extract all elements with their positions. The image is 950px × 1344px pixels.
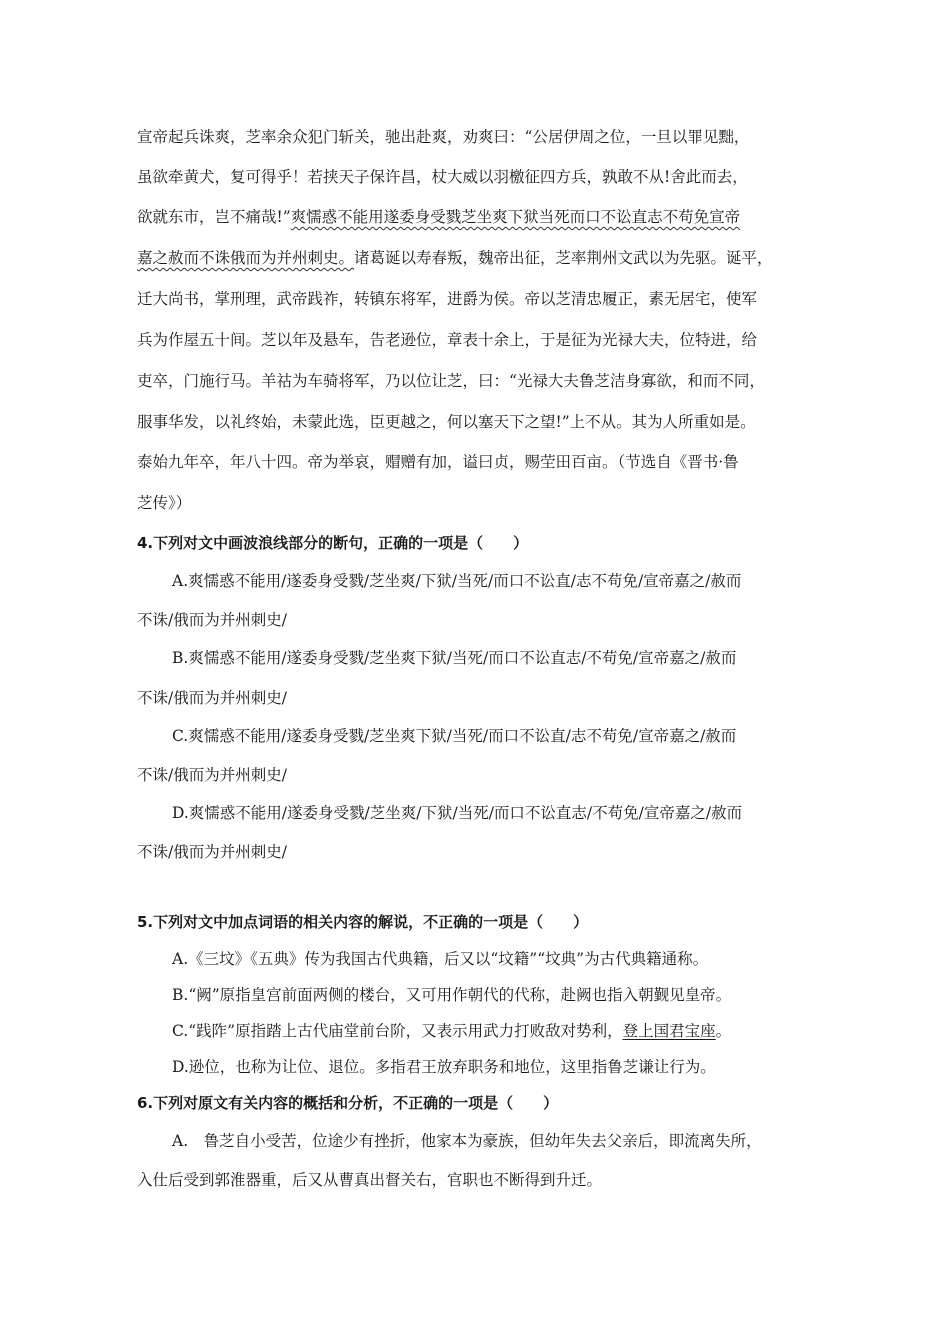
passage-text: 诸葛诞以寿春叛，魏帝出征，芝率荆州文武以为先驱。诞平， <box>354 249 773 267</box>
q4-option-d-cont: 不诛/俄而为并州刺史/ <box>137 843 287 861</box>
passage-line: 泰始九年卒，年八十四。帝为举哀，赗赠有加，谥曰贞，赐茔田百亩。（节选自《晋书·鲁 <box>137 453 739 471</box>
wavy-underlined-text: 爽懦惑不能用遂委身受戮芝坐爽下狱当死而口不讼直志不苟免宣帝 <box>290 208 741 226</box>
passage-line: 吏卒，门施行马。羊祜为车骑将军，乃以位让芝，曰：“光禄大夫鲁芝洁身寡欲，和而不同， <box>137 372 765 390</box>
q4-option-c: C.爽懦惑不能用/遂委身受戮/芝坐爽下狱/当死/而口不讼直/志不苟免/宣帝嘉之/赦而 <box>172 727 737 745</box>
q5-option-a: A.《三坟》《五典》传为我国古代典籍，后又以“坟籍”“坟典”为古代典籍通称。 <box>172 950 709 968</box>
q4-option-c-cont: 不诛/俄而为并州刺史/ <box>137 766 287 784</box>
q5-option-c-end: 。 <box>715 1022 732 1040</box>
q6-option-a-cont: 入仕后受到郭淮器重，后又从曹真出督关右，官职也不断得到升迁。 <box>137 1171 603 1189</box>
underlined-text: 登上国君宝座 <box>622 1022 716 1040</box>
q5-option-d: D.逊位，也称为让位、退位。多指君王放弃职务和地位，这里指鲁芝谦让行为。 <box>172 1058 716 1076</box>
q5-option-c-text: C.“践阼”原指踏上古代庙堂前台阶，又表示用武力打败敌对势利， <box>172 1022 623 1040</box>
question-5-title: 5.下列对文中加点词语的相关内容的解说，不正确的一项是（ ） <box>137 913 589 931</box>
passage-line: 宣帝起兵诛爽，芝率余众犯门斩关，驰出赴爽，劝爽曰：“公居伊周之位，一旦以罪见黜， <box>137 128 750 146</box>
passage-line: 芝传》） <box>137 494 192 512</box>
q4-option-b: B.爽懦惑不能用/遂委身受戮/芝坐爽下狱/当死/而口不讼直志/不苟免/宣帝嘉之/赦而 <box>172 649 737 667</box>
passage-text: 欲就东市，岂不痛哉!” <box>137 208 291 226</box>
q5-option-c <box>172 1021 731 1041</box>
q4-option-a-cont: 不诛/俄而为并州刺史/ <box>137 611 287 629</box>
q4-option-a: A.爽懦惑不能用/遂委身受戮/芝坐爽/下狱/当死/而口不讼直/志不苟免/宣帝嘉之/赦而 <box>172 572 742 590</box>
q4-option-d: D.爽懦惑不能用/遂委身受戮/芝坐爽/下狱/当死/而口不讼直志/不苟免/宣帝嘉之/赦而 <box>172 804 743 822</box>
passage-line: 迁大尚书，掌刑理，武帝践祚，转镇东将军，进爵为侯。帝以芝清忠履正，素无居宅，使军 <box>137 290 758 308</box>
passage-line: 服事华发，以礼终始，未蒙此选，臣更越之，何以塞天下之望!”上不从。其为人所重如是。 <box>137 413 756 431</box>
wavy-underlined-text: 嘉之赦而不诛俄而为并州刺史。 <box>137 249 355 267</box>
q6-option-a: A. 鲁芝自小受苦，位途少有挫折，他家本为豪族，但幼年失去父亲后，即流离失所， <box>172 1132 762 1150</box>
passage-line <box>137 248 773 268</box>
q4-option-b-cont: 不诛/俄而为并州刺史/ <box>137 689 287 707</box>
question-4-title: 4.下列对文中画波浪线部分的断句，正确的一项是（ ） <box>137 534 529 552</box>
passage-line: 兵为作屋五十间。芝以年及悬车，告老逊位，章表十余上，于是征为光禄大夫，位特进，给 <box>137 331 758 349</box>
passage-line <box>137 207 740 227</box>
question-6-title: 6.下列对原文有关内容的概括和分析，不正确的一项是（ ） <box>137 1094 559 1112</box>
q5-option-b: B.“阙”原指皇宫前面两侧的楼台，又可用作朝代的代称，赴阙也指入朝觐见皇帝。 <box>172 986 732 1004</box>
passage-line: 虽欲牵黄犬，复可得乎！若挟天子保许昌，杖大威以羽檄征四方兵，孰敢不从!舍此而去， <box>137 168 748 186</box>
